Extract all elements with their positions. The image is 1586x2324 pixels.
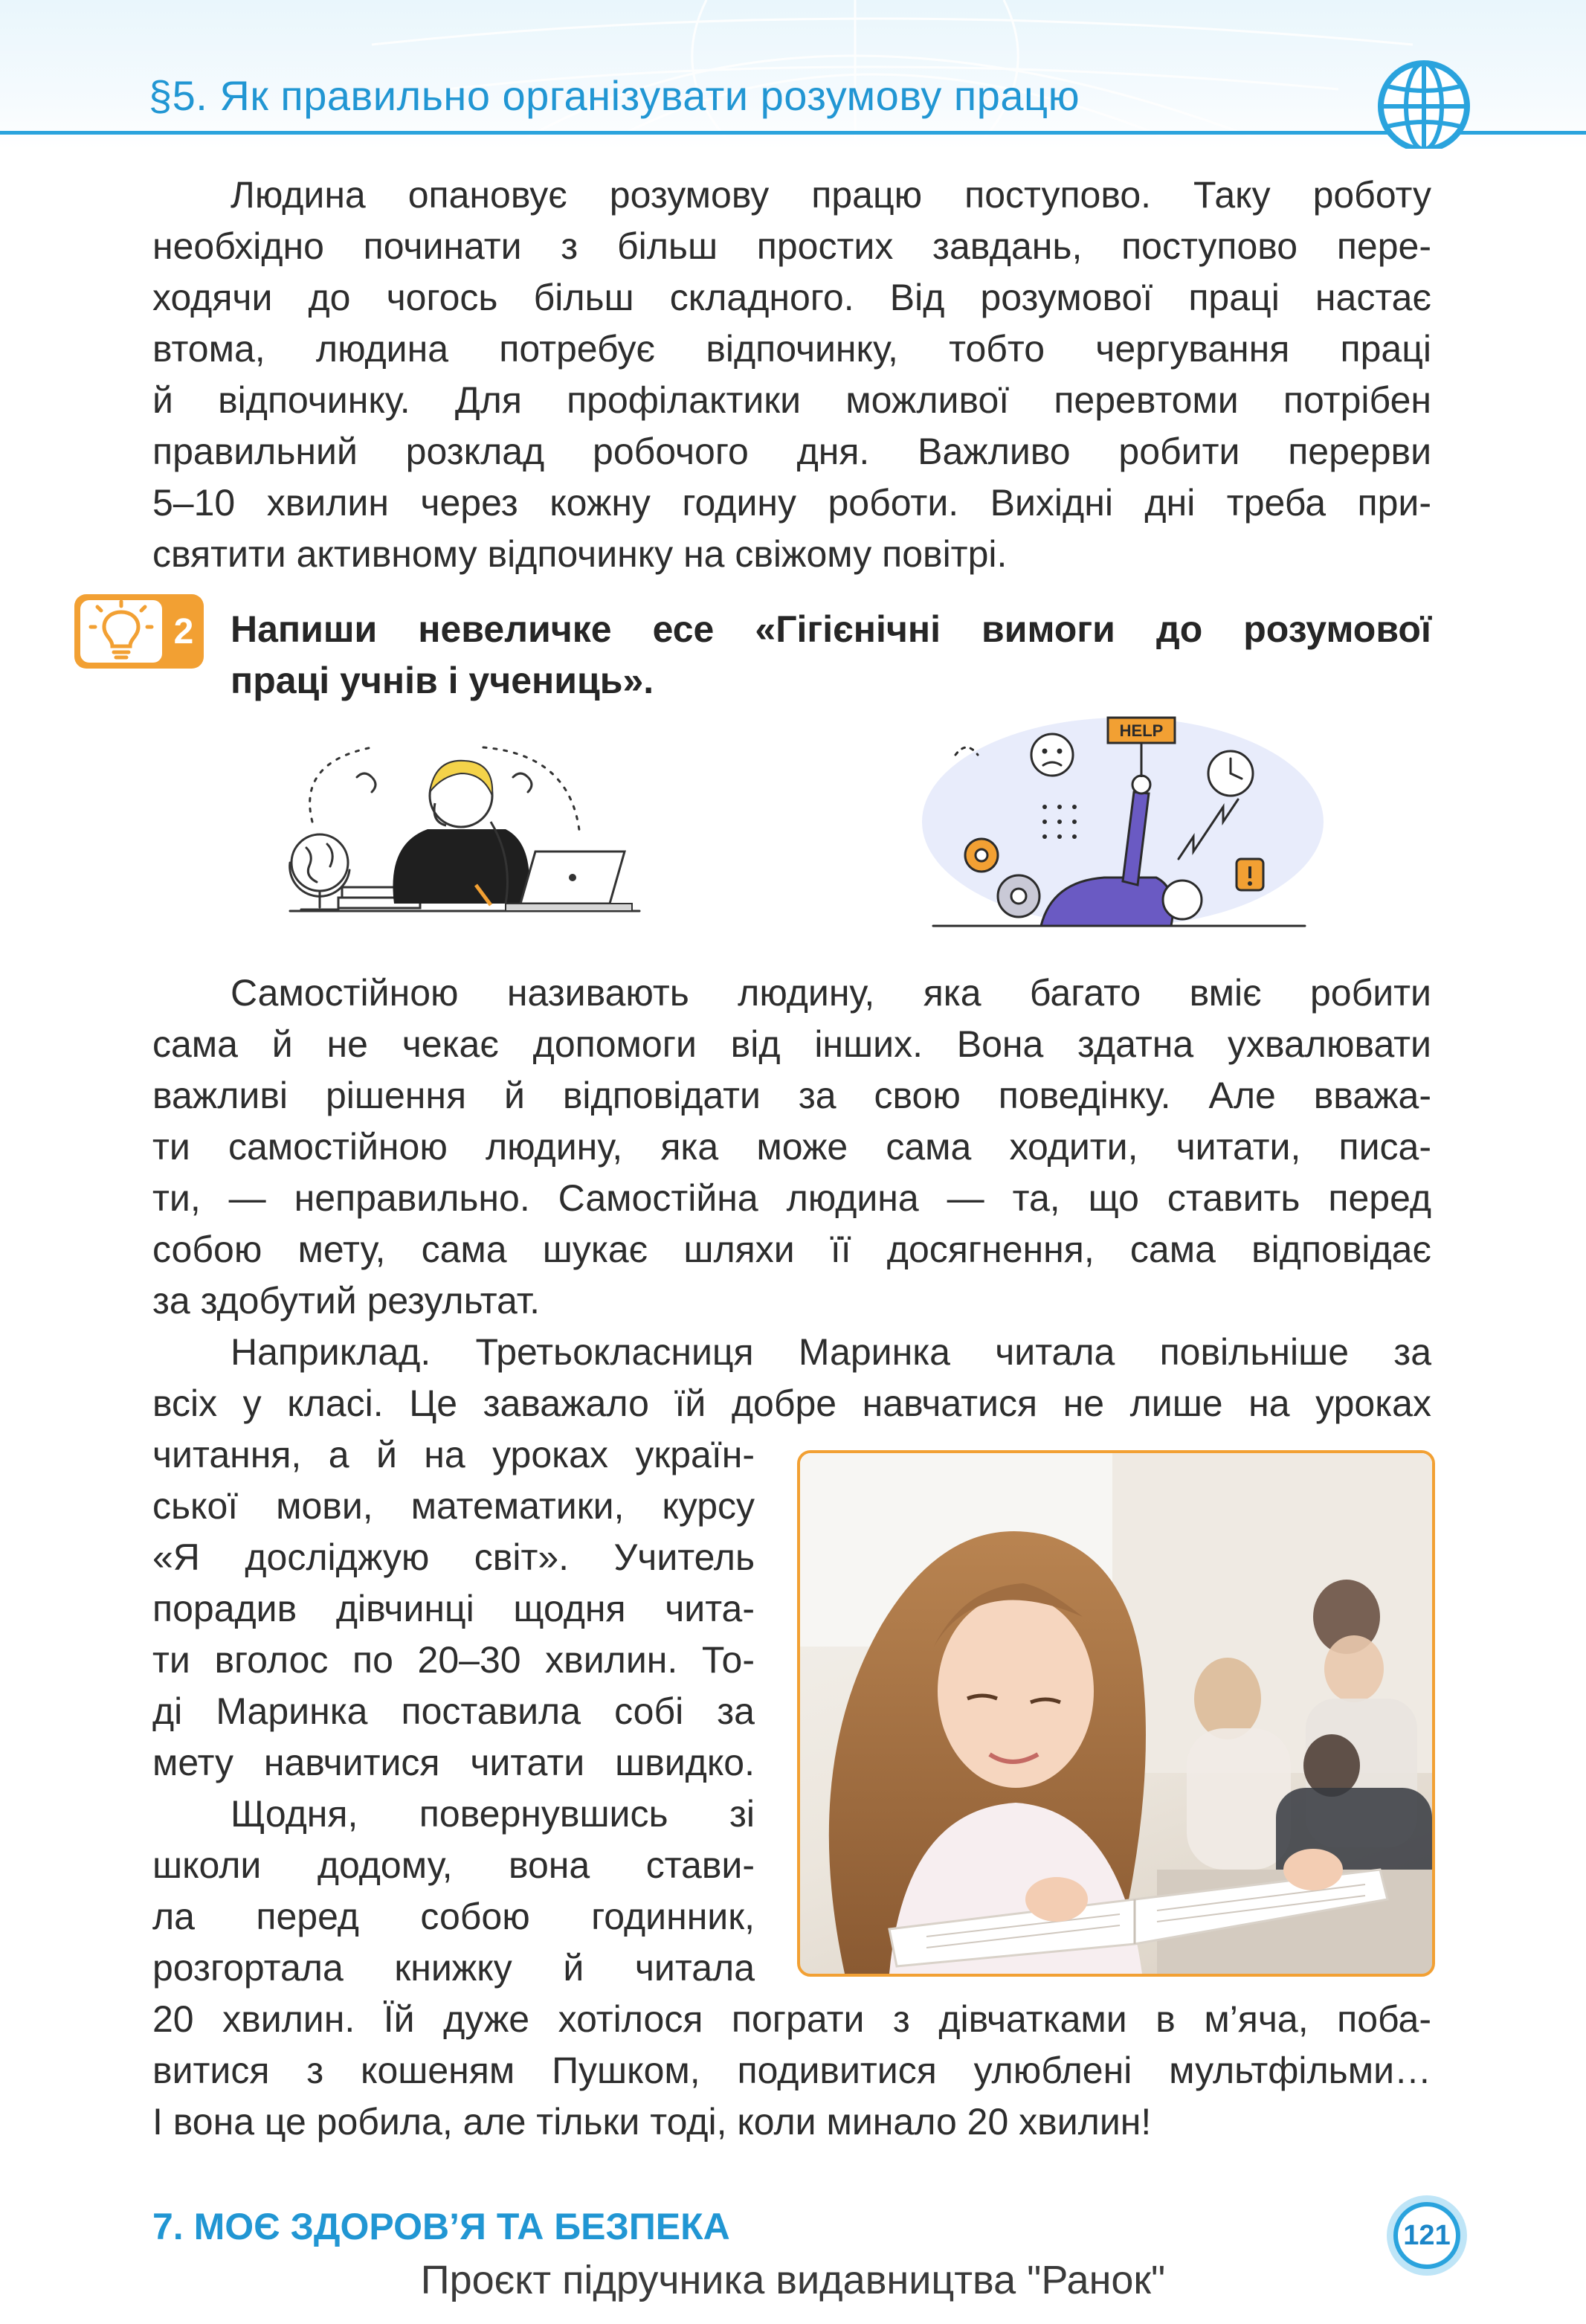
page-title: §5. Як правильно організувати розумову працю — [149, 72, 1080, 119]
overworked-person-illustration — [911, 710, 1331, 933]
text-line: за здобутий результат. — [152, 1280, 541, 1322]
text-line: ходячи до чогось більш складного. Від розумової праці настає — [152, 277, 1431, 318]
example-paragraph-top — [152, 1327, 1431, 1429]
publisher-credit: Проєкт підручника видавництва "Ранок" — [420, 2258, 1166, 2302]
text-line: Щодня, повернувшись зі — [231, 1793, 755, 1835]
page-number: 121 — [1403, 2220, 1451, 2251]
intro-paragraph — [152, 170, 1431, 580]
text-line: Самостійною називають людину, яка багато вміє робити — [231, 972, 1431, 1014]
text-line: праці учнів і учениць». — [231, 660, 654, 701]
text-line: втома, людина потребує відпочинку, тобто чергування праці — [152, 328, 1431, 370]
task-number: 2 — [173, 612, 194, 651]
text-line: й відпочинку. Для профілактики можливої перевтоми потрібен — [152, 379, 1431, 421]
text-line: всіх у класі. Це заважало їй добре навчатися не лише на уроках — [152, 1383, 1431, 1424]
woman-studying-illustration — [268, 733, 654, 933]
text-line: школи додому, вона стави- — [152, 1844, 755, 1886]
text-line: 5–10 хвилин через кожну годину роботи. Вихідні дні треба при- — [152, 482, 1431, 524]
task-text — [231, 604, 1431, 706]
text-line: ла перед собою годинник, — [152, 1896, 755, 1937]
text-line: правильний розклад робочого дня. Важливо робити перерви — [152, 431, 1431, 472]
text-line: сама й не чекає допомоги від інших. Вона здатна ухвалювати — [152, 1023, 1431, 1065]
text-line: витися з кошеням Пушком, подивитися улюблені мультфільми… — [152, 2050, 1431, 2091]
daily-paragraph-full — [152, 1994, 1431, 2148]
text-line: ді Маринка поставила собі за — [152, 1690, 755, 1732]
text-line: ти вголос по 20–30 хвилин. То- — [152, 1639, 755, 1681]
independence-paragraph — [152, 968, 1431, 1327]
text-line: «Я досліджую світ». Учитель — [152, 1536, 755, 1578]
daily-paragraph-narrow — [152, 1789, 755, 1994]
text-line: святити активному відпочинку на свіжому повітрі. — [152, 533, 1008, 575]
header-rule — [0, 131, 1586, 135]
text-line: 20 хвилин. Їй дуже хотілося пограти з дівчатками в м’яча, поба- — [152, 1998, 1431, 2040]
globe-icon — [1376, 58, 1472, 149]
text-line: читання, а й на уроках україн- — [152, 1434, 755, 1475]
page-header — [0, 0, 1586, 149]
text-line: ти, — неправильно. Самостійна людина — та, що ставить перед — [152, 1177, 1431, 1219]
text-line: мету навчитися читати швидко. — [152, 1742, 755, 1783]
girl-reading-book-photo — [797, 1450, 1435, 1977]
help-sign-text: HELP — [1119, 721, 1164, 740]
text-line: важливі рішення й відповідати за свою поведінку. Але вважа- — [152, 1075, 1431, 1116]
text-line: Людина опановує розумову працю поступово. Таку роботу — [231, 174, 1431, 216]
text-line: ської мови, математики, курсу — [152, 1485, 755, 1527]
footer-section-title: 7. МОЄ ЗДОРОВ’Я ТА БЕЗПЕКА — [152, 2206, 730, 2247]
text-line: ти самостійною людину, яка може сама ходити, читати, писа- — [152, 1126, 1431, 1168]
text-line: І вона це робила, але тільки тоді, коли минало 20 хвилин! — [152, 2101, 1152, 2143]
text-line: необхідно починати з більш простих завдань, поступово пере- — [152, 225, 1431, 267]
text-line: порадив дівчинці щодня чита- — [152, 1588, 755, 1629]
example-paragraph-narrow — [152, 1429, 755, 1789]
text-line: Напиши невеличке есе «Гігієнічні вимоги до розумової — [231, 608, 1431, 650]
text-line: розгортала книжку й читала — [152, 1947, 755, 1989]
text-line: Наприклад. Третьокласниця Маринка читала повільніше за — [231, 1331, 1431, 1373]
task-badge — [73, 593, 205, 670]
text-line: собою мету, сама шукає шляхи її досягнення, сама відповідає — [152, 1229, 1431, 1270]
